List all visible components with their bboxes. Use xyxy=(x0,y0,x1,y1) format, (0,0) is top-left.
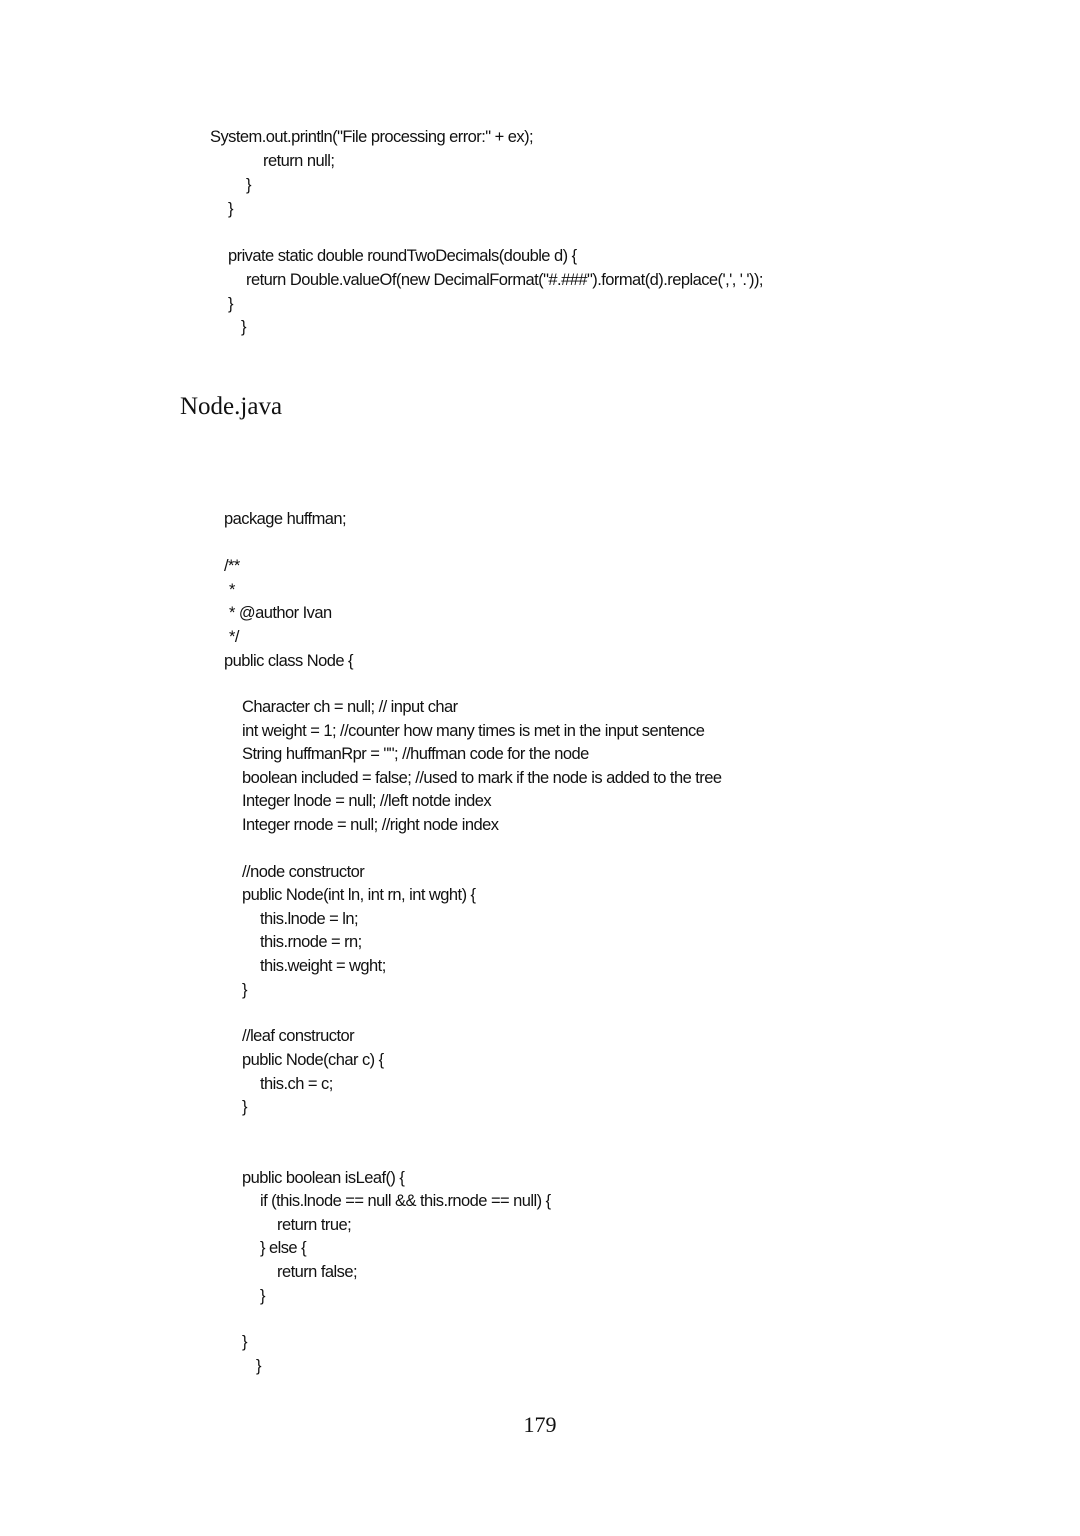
code-line: } else { xyxy=(260,1239,307,1257)
code-line: } xyxy=(256,1357,261,1375)
code-line: this.ch = c; xyxy=(260,1075,333,1093)
code-line: System.out.println("File processing error:" + ex); xyxy=(210,128,534,146)
code-line: public Node(int ln, int rn, int wght) { xyxy=(242,886,476,904)
code-line: } xyxy=(228,295,233,313)
code-line: } xyxy=(242,981,247,999)
code-line: Integer rnode = null; //right node index xyxy=(242,816,499,834)
code-line: Integer lnode = null; //left notde index xyxy=(242,792,492,810)
code-line: this.lnode = ln; xyxy=(260,910,359,928)
code-line: } xyxy=(260,1287,265,1305)
code-line: this.rnode = rn; xyxy=(260,933,362,951)
code-line: } xyxy=(242,1098,247,1116)
section-heading: Node.java xyxy=(180,393,283,420)
code-line: if (this.lnode == null && this.rnode == null) { xyxy=(260,1192,551,1210)
code-line: int weight = 1; //counter how many times is met in the input sentence xyxy=(242,722,705,740)
code-line: String huffmanRpr = ""; //huffman code for the node xyxy=(242,745,589,763)
code-line: return true; xyxy=(277,1216,352,1234)
code-line: } xyxy=(246,176,251,194)
code-line: //leaf constructor xyxy=(242,1027,355,1045)
code-line: /** xyxy=(224,557,240,575)
code-line: this.weight = wght; xyxy=(260,957,386,975)
code-line: } xyxy=(242,1333,247,1351)
code-line: //node constructor xyxy=(242,863,365,881)
code-line: return false; xyxy=(277,1263,357,1281)
code-line: package huffman; xyxy=(224,510,347,528)
code-line: * @author Ivan xyxy=(229,604,332,622)
code-line: * xyxy=(229,581,235,599)
code-line: return Double.valueOf(new DecimalFormat("#.###").format(d).replace(',', '.')); xyxy=(246,271,763,289)
code-line: Character ch = null; // input char xyxy=(242,698,458,716)
code-line: public boolean isLeaf() { xyxy=(242,1169,405,1187)
code-line: public Node(char c) { xyxy=(242,1051,384,1069)
code-line: } xyxy=(241,318,246,336)
page-number: 179 xyxy=(523,1412,557,1437)
code-line: */ xyxy=(229,628,239,646)
code-line: public class Node { xyxy=(224,652,353,670)
code-line: private static double roundTwoDecimals(double d) { xyxy=(228,247,577,265)
code-line: } xyxy=(228,200,233,218)
code-line: boolean included = false; //used to mark if the node is added to the tree xyxy=(242,769,722,787)
code-line: return null; xyxy=(263,152,335,170)
